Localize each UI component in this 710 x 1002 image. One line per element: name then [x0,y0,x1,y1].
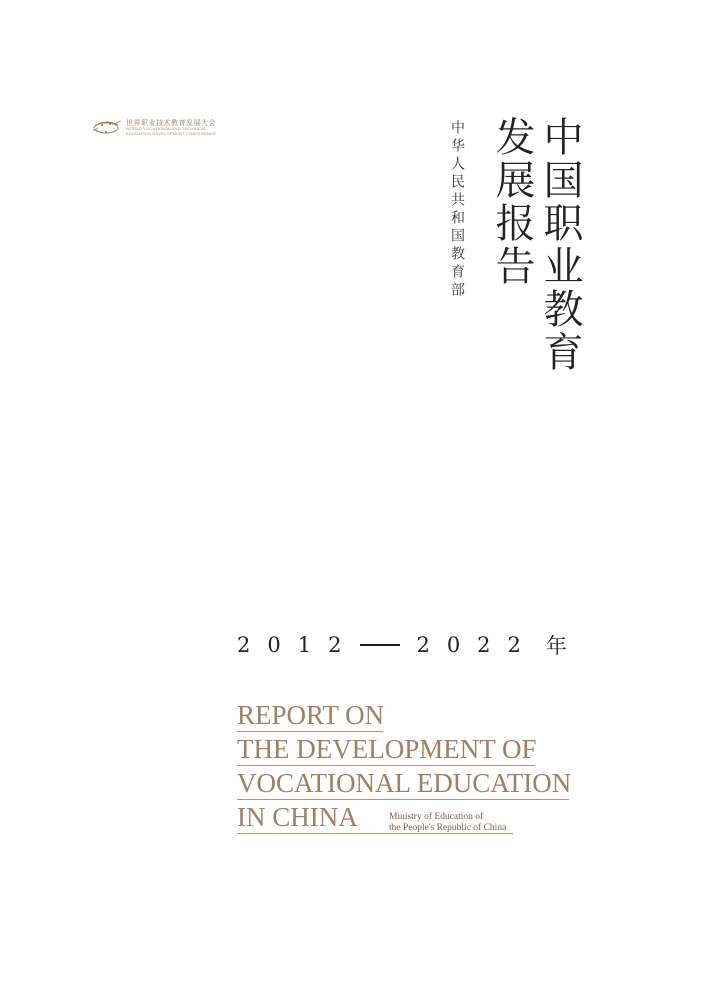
title-en-line1: REPORT ON [237,700,385,730]
year-range [237,630,567,660]
year-start: 2012 [237,633,359,657]
publisher-en-line1: Ministry of Education of [389,812,484,822]
title-cn-line2: 发展报告 [489,116,535,288]
title-en-line3: VOCATIONAL EDUCATION [237,768,572,798]
title-en-line2: THE DEVELOPMENT OF [237,734,537,764]
title-en-rule3 [237,799,569,800]
conference-logo [92,117,216,139]
year-end: 2022 [416,633,538,657]
publisher-en [389,812,506,834]
year-suffix: 年 [545,634,567,658]
conference-name-en-line2: EDUCATION DEVELOPMENT CONFERENCE [126,130,217,136]
conference-name [126,120,216,136]
publisher-en-line2: the People's Republic of China [389,823,507,833]
title-en-rule1 [237,731,383,732]
year-dash [360,644,400,646]
publisher-cn: 中华人民共和国教育部 [449,120,465,300]
title-en-rule2 [237,765,535,766]
title-cn-line1: 中国职业教育 [537,116,583,374]
title-en-line4: IN CHINA [237,802,358,832]
conference-name-cn: 世界职业技术教育发展大会 [126,119,216,128]
conference-emblem-icon [92,117,122,139]
conference-name-en-line1: WORLD VOCATIONAL AND TECHNICAL [126,126,207,132]
